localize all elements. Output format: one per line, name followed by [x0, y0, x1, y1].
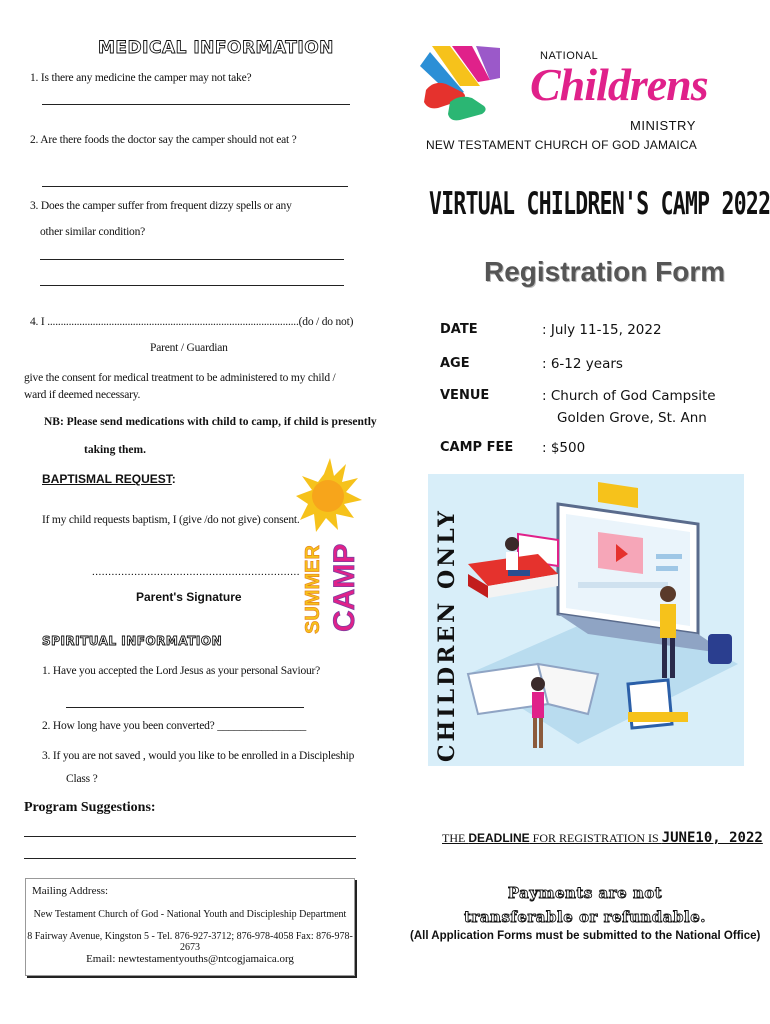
logo-childrens: Childrens	[530, 59, 708, 110]
signature-label: Parent's Signature	[136, 590, 242, 604]
mailing-address-line-1: New Testament Church of God - National Youth and Discipleship Department	[33, 909, 347, 920]
hands-icon	[420, 46, 540, 126]
program-line-1[interactable]	[24, 836, 356, 837]
nb-note-cont: taking them.	[84, 444, 146, 456]
camp-logo-word: CAMP	[328, 543, 361, 632]
baptismal-consent-text: If my child requests baptism, I (give /do not give) consent.	[42, 514, 300, 526]
medical-heading: MEDICAL INFORMATION	[98, 38, 334, 58]
spiritual-question-3: 3. If you are not saved , would you like to be enrolled in a Discipleship	[42, 750, 355, 762]
summer-camp-logo	[296, 456, 366, 646]
submission-note: (All Application Forms must be submitted to the National Office)	[410, 930, 761, 942]
payments-line-1: Payments are not	[507, 884, 663, 902]
logo-national: NATIONAL	[540, 50, 599, 62]
spiritual-question-1: 1. Have you accepted the Lord Jesus as your personal Saviour?	[42, 665, 321, 677]
signature-line[interactable]: ................................................................	[92, 566, 300, 578]
baptismal-heading: BAPTISMAL REQUEST:	[42, 472, 176, 486]
detail-venue-label: VENUE	[440, 388, 490, 403]
mailing-address-email: Email: newtestamentyouths@ntcogjamaica.org	[86, 953, 294, 965]
logo-church-name: NEW TESTAMENT CHURCH OF GOD JAMAICA	[426, 138, 698, 152]
detail-date-value: : July 11-15, 2022	[542, 322, 662, 338]
nb-note: NB: Please send medications with child to camp, if child is presently	[44, 416, 377, 428]
spiritual-heading: SPIRITUAL INFORMATION	[42, 634, 223, 648]
detail-age-value: : 6-12 years	[542, 356, 623, 372]
program-line-2[interactable]	[24, 858, 356, 859]
program-suggestions-heading: Program Suggestions:	[24, 800, 156, 815]
medical-question-3-cont: other similar condition?	[40, 226, 146, 238]
medical-question-2: 2. Are there foods the doctor say the camper should not eat ?	[30, 134, 297, 146]
deadline-text: THE DEADLINE FOR REGISTRATION IS JUNE10, 2022	[442, 830, 763, 846]
spiritual-question-2: 2. How long have you been converted? ________________	[42, 720, 307, 732]
answer-line-3b[interactable]	[40, 285, 344, 286]
spiritual-answer-line-1[interactable]	[66, 707, 304, 708]
ministry-logo	[420, 46, 730, 156]
children-only-illustration	[428, 474, 744, 766]
consent-text: give the consent for medical treatment to be administered to my child / ward if deemed necessary.	[24, 372, 336, 401]
detail-age-label: AGE	[440, 356, 470, 371]
medical-question-1: 1. Is there any medicine the camper may not take?	[30, 72, 252, 84]
summer-logo-word: SUMMER	[302, 545, 324, 634]
detail-fee-value: : $500	[542, 440, 586, 456]
registration-form-title: Registration Form	[484, 256, 726, 287]
medical-question-3: 3. Does the camper suffer from frequent dizzy spells or any	[30, 200, 292, 212]
detail-fee-label: CAMP FEE	[440, 440, 514, 455]
logo-ministry: MINISTRY	[630, 118, 696, 133]
mailing-address-label: Mailing Address:	[32, 885, 109, 897]
answer-line-3a[interactable]	[40, 259, 344, 260]
children-only-label: CHILDREN ONLY	[434, 508, 460, 762]
mailing-address-box	[25, 878, 355, 976]
camp-title: VIRTUAL CHILDREN'S CAMP 2022	[429, 186, 770, 222]
study-illustration-icon	[428, 474, 744, 766]
detail-venue-value: : Church of God Campsite	[542, 388, 716, 404]
answer-line-2[interactable]	[42, 186, 348, 187]
answer-line-1[interactable]	[42, 104, 350, 105]
detail-venue-value-cont: Golden Grove, St. Ann	[557, 410, 707, 426]
mailing-address-line-2: 8 Fairway Avenue, Kingston 5 - Tel. 876-927-3712; 876-978-4058 Fax: 876-978-2673	[27, 931, 353, 953]
parent-guardian-label: Parent / Guardian	[150, 342, 228, 354]
detail-date-label: DATE	[440, 322, 478, 337]
spiritual-question-3-cont: Class ?	[66, 773, 98, 785]
payments-line-2: transferable or refundable.	[464, 908, 706, 926]
consent-line[interactable]: 4. I ..............................................................................................(do / do not)	[30, 316, 354, 328]
